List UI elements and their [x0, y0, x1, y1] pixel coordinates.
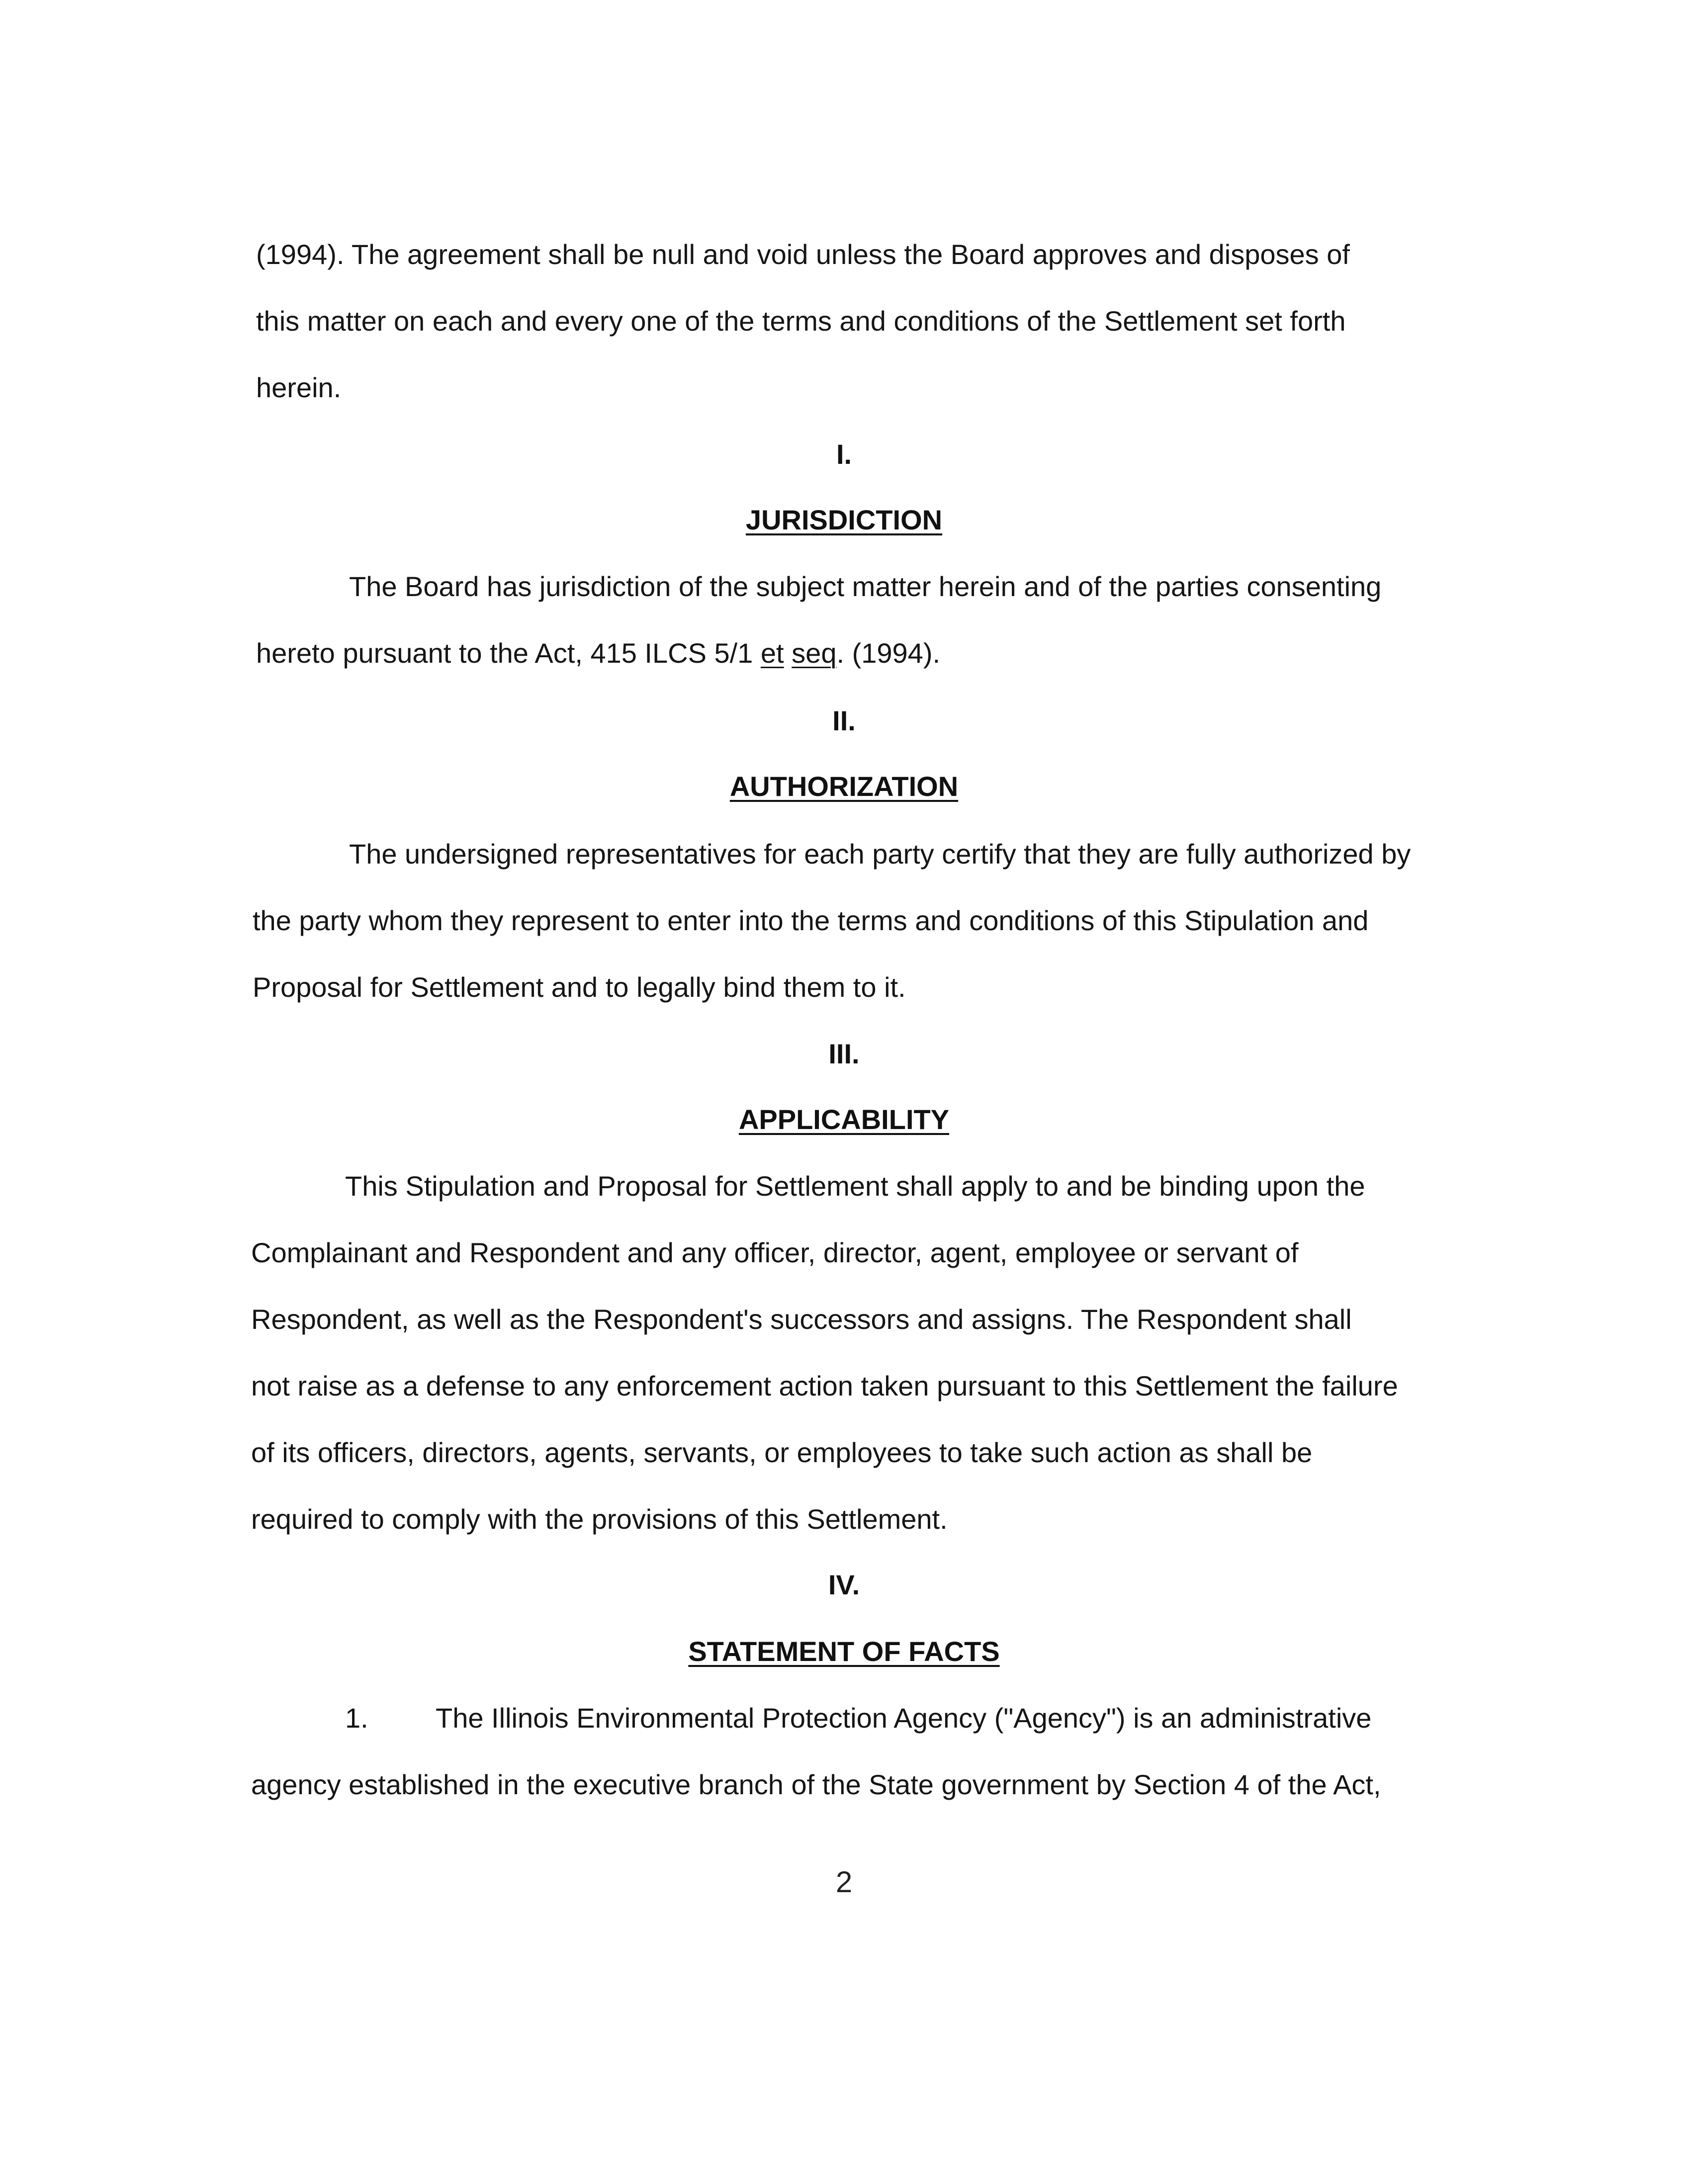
intro-line-2: this matter on each and every one of the terms and conditions of the Settlement set forth — [256, 305, 1346, 337]
section-ii-line-2: the party whom they represent to enter into the terms and conditions of this Stipulation and — [253, 905, 1369, 936]
section-iv-numeral: IV. — [828, 1569, 860, 1600]
section-ii-numeral: II. — [832, 705, 856, 736]
section-ii-title — [0, 773, 1688, 800]
section-iii-line-3: Respondent, as well as the Respondent's successors and assigns. The Respondent shall — [251, 1304, 1352, 1335]
intro-line-1: (1994). The agreement shall be null and void unless the Board approves and disposes of — [256, 239, 1350, 270]
section-i-title-text: JURISDICTION — [745, 504, 943, 535]
section-i-line-2-tail: . (1994). — [836, 637, 941, 669]
citation-seq: seq — [792, 637, 837, 669]
item-number-1: 1. — [345, 1702, 368, 1734]
section-iv-title-text: STATEMENT OF FACTS — [688, 1636, 1000, 1667]
citation-et: et — [760, 637, 784, 669]
section-iii-numeral: III. — [828, 1038, 860, 1069]
section-iv-line-1: The Illinois Environmental Protection Agency ("Agency") is an administrative — [436, 1702, 1372, 1734]
section-iv-line-2: agency established in the executive branch of the State government by Section 4 of the Act, — [251, 1769, 1381, 1800]
intro-line-3: herein. — [256, 372, 342, 403]
section-iii-line-6: required to comply with the provisions of this Settlement. — [251, 1503, 948, 1535]
section-iii-line-5: of its officers, directors, agents, servants, or employees to take such action as shall be — [251, 1437, 1313, 1468]
section-i-line-1: The Board has jurisdiction of the subject matter herein and of the parties consenting — [349, 571, 1382, 602]
section-i-title — [0, 506, 1688, 534]
section-i-numeral: I. — [836, 438, 852, 470]
section-i-line-2-text: hereto pursuant to the Act, 415 ILCS 5/1 — [256, 637, 753, 669]
section-ii-line-1: The undersigned representatives for each party certify that they are fully authorized by — [349, 838, 1411, 870]
section-iii-title-text: APPLICABILITY — [738, 1104, 950, 1135]
section-iii-line-4: not raise as a defense to any enforcement action taken pursuant to this Settlement the failure — [251, 1370, 1398, 1401]
section-iii-title — [0, 1106, 1688, 1134]
section-iii-line-1: This Stipulation and Proposal for Settlement shall apply to and be binding upon the — [345, 1170, 1365, 1202]
section-iv-title — [0, 1638, 1688, 1665]
section-iii-line-2: Complainant and Respondent and any officer, director, agent, employee or servant of — [251, 1237, 1299, 1268]
section-i-line-2 — [256, 639, 940, 667]
section-ii-title-text: AUTHORIZATION — [729, 771, 959, 802]
section-ii-line-3: Proposal for Settlement and to legally bind them to it. — [253, 971, 906, 1003]
page-number: 2 — [835, 1865, 853, 1899]
